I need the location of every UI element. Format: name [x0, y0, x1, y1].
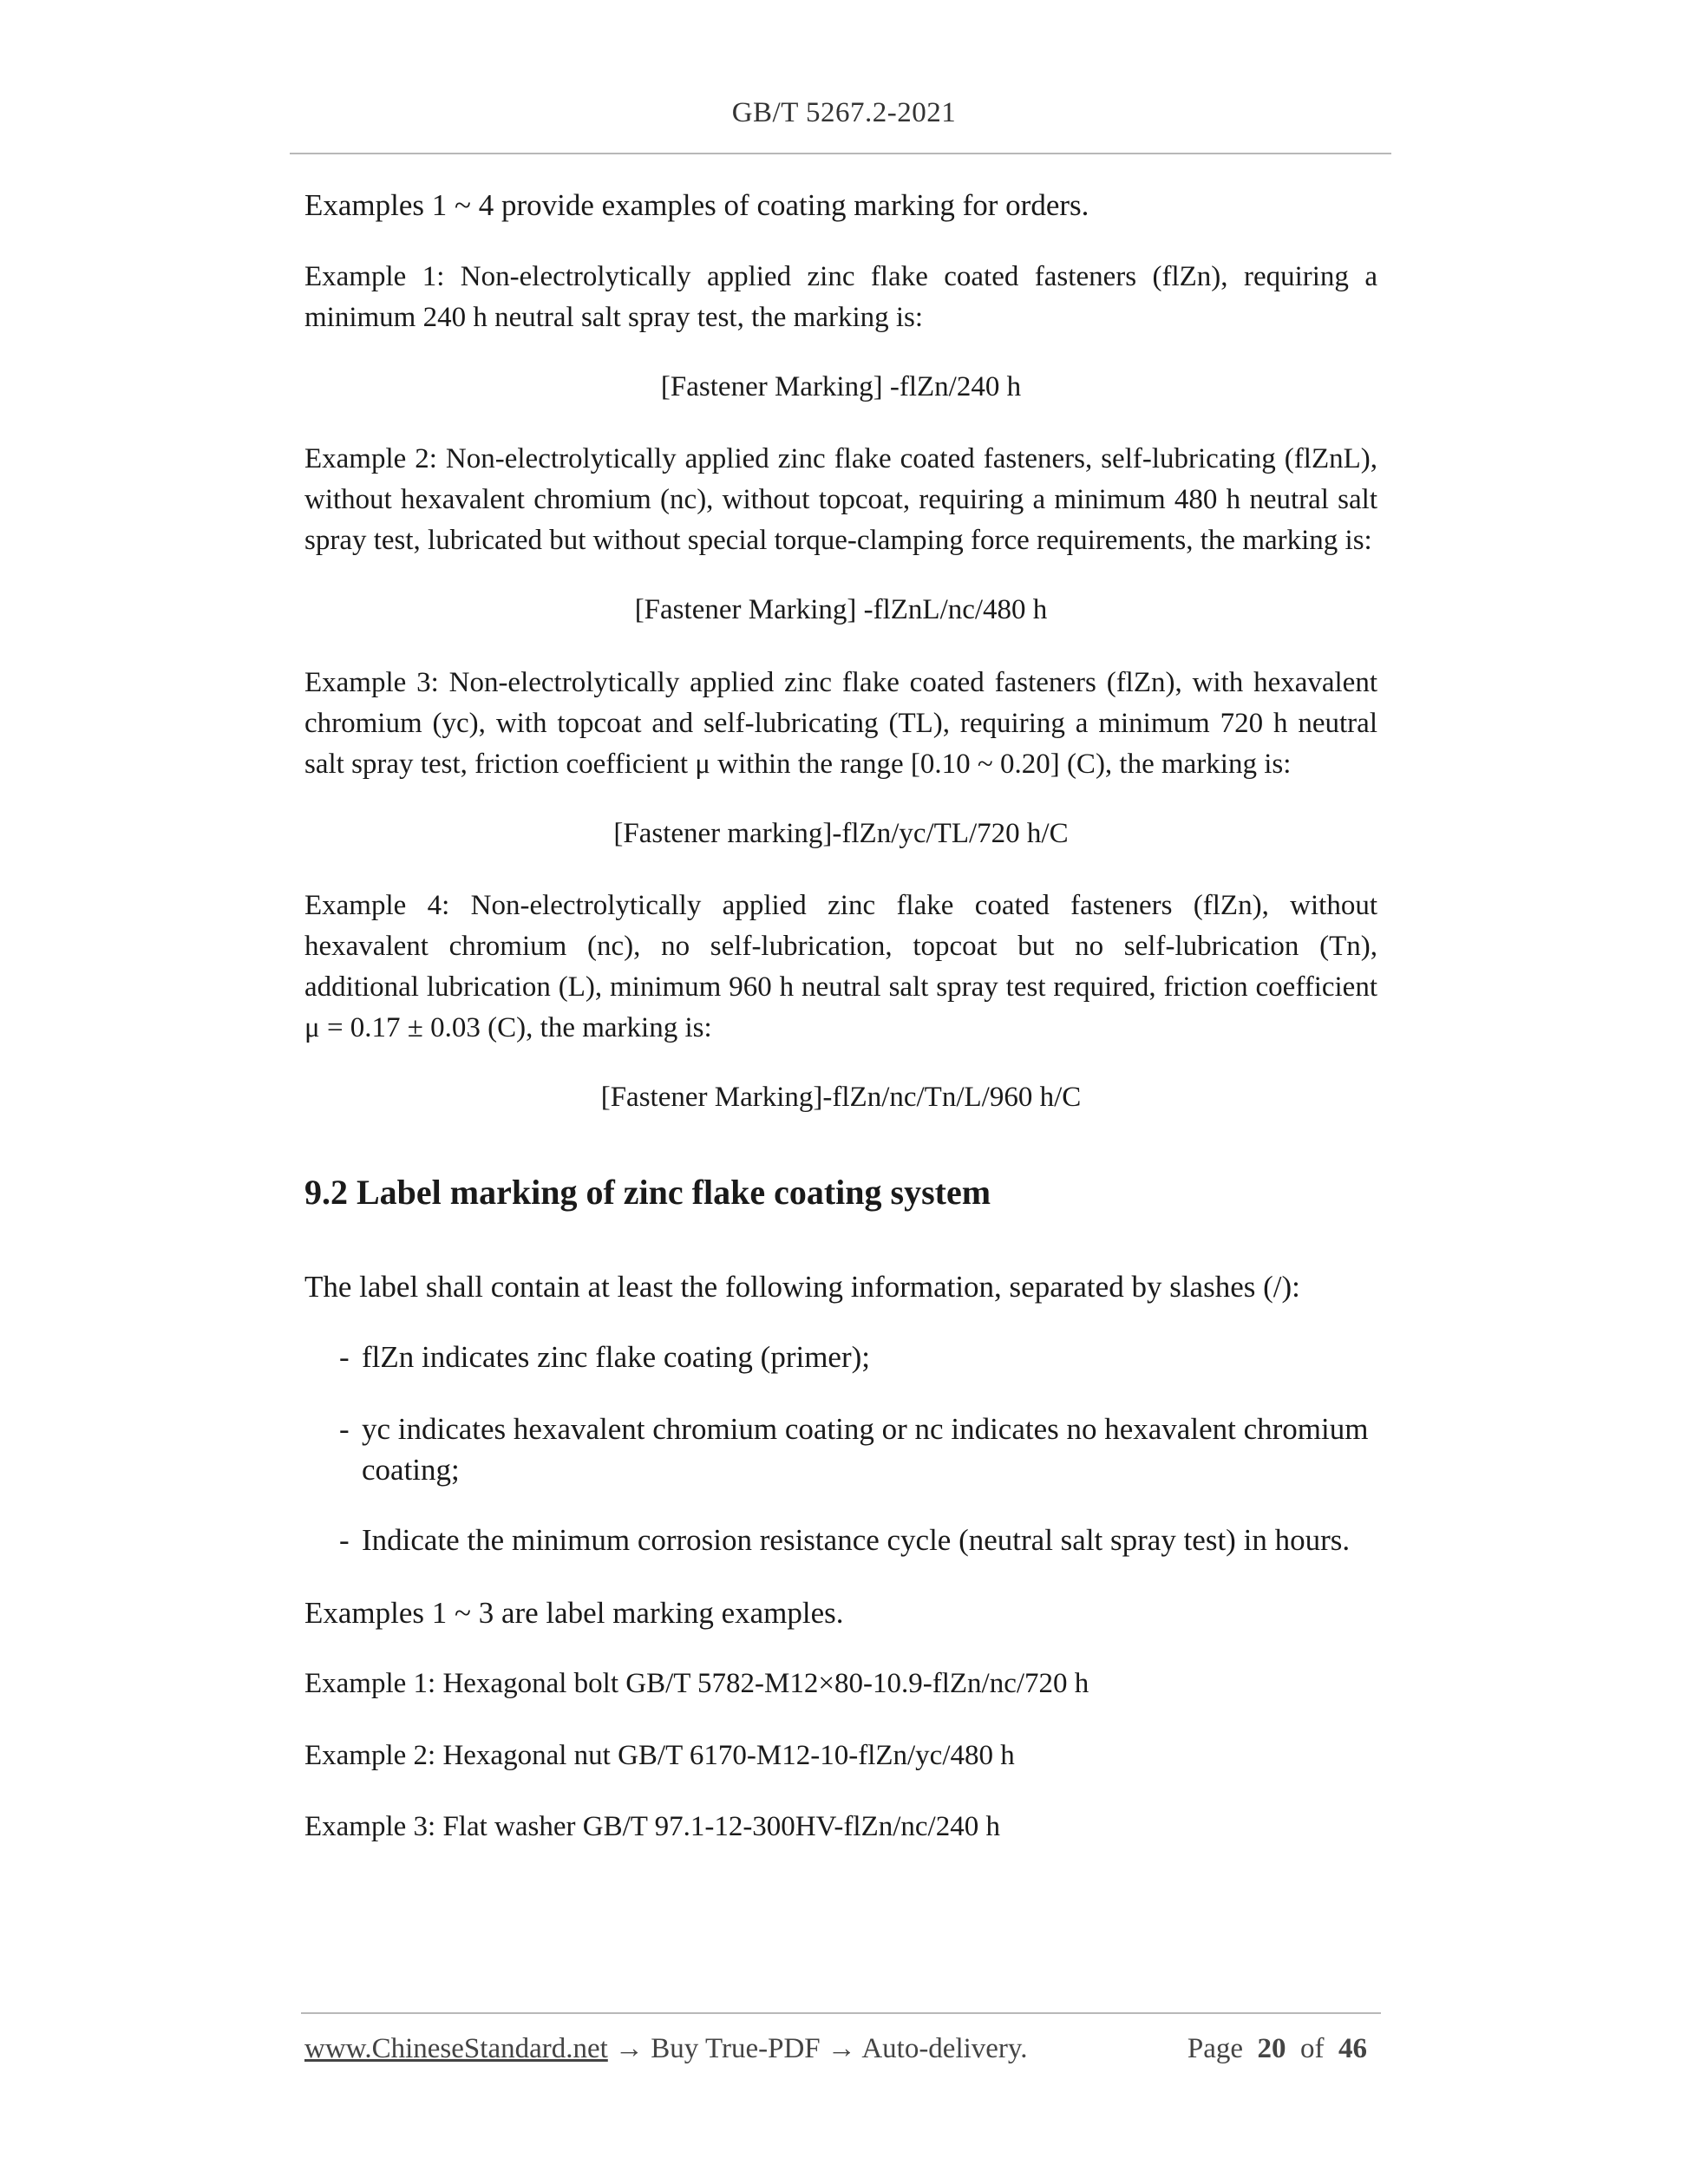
list-item: - yc indicates hexavalent chromium coating or nc indicates no hexavalent chromium coating; [339, 1412, 1369, 1487]
section-heading: 9.2 Label marking of zinc flake coating system [304, 1173, 991, 1212]
footer-divider [301, 2012, 1381, 2014]
label-example-1: Example 1: Hexagonal bolt GB/T 5782-M12×80-10.9-flZn/nc/720 h [304, 1668, 1089, 1699]
list-item-text: Indicate the minimum corrosion resistance cycle (neutral salt spray test) in hours. [362, 1523, 1351, 1557]
label-intro: The label shall contain at least the following information, separated by slashes (/): [304, 1270, 1300, 1304]
page-indicator [1187, 2033, 1367, 2065]
list-item-text: yc indicates hexavalent chromium coating or nc indicates no hexavalent chromium coating; [362, 1412, 1369, 1487]
list-item: - flZn indicates zinc flake coating (primer); [339, 1340, 870, 1374]
page-word: Page [1187, 2033, 1243, 2064]
order-example-1-text: Example 1: Non-electrolytically applied zinc flake coated fasteners (flZn), requiring a minimum 240 h neutral salt spray test, the marking is: [304, 261, 1377, 333]
buy-pdf-text: Buy True-PDF [651, 2033, 821, 2064]
order-example-4-marking: [Fastener Marking]-flZn/nc/Tn/L/960 h/C [600, 1082, 1082, 1113]
order-example-4-text: Example 4: Non-electrolytically applied zinc flake coated fasteners (flZn), without hexavalent chromium (nc), no self-lubrication, topcoat but no self-lubrication (Tn), additional lubrication (L), minimum 960 h neutral salt spray test required, friction coefficient μ = 0.17 ± 0.03 (C), the marking is: [304, 890, 1377, 1043]
order-example-2-text: Example 2: Non-electrolytically applied zinc flake coated fasteners, self-lubricating (flZnL), without hexavalent chromium (nc), without topcoat, requiring a minimum 480 h neutral salt spray test, lubricated but without special torque-clamping force requirements, the marking is: [304, 443, 1377, 556]
auto-delivery-text: Auto-delivery. [861, 2033, 1028, 2064]
current-page-number: 20 [1257, 2033, 1286, 2064]
total-pages-number: 46 [1338, 2033, 1367, 2064]
document-id-header: GB/T 5267.2-2021 [731, 97, 957, 128]
label-example-2: Example 2: Hexagonal nut GB/T 6170-M12-10-flZn/yc/480 h [304, 1740, 1015, 1771]
order-example-3-text: Example 3: Non-electrolytically applied zinc flake coated fasteners (flZn), with hexavalent chromium (yc), with topcoat and self-lubricating (TL), requiring a minimum 720 h neutral salt spray test, friction coefficient μ within the range [0.10 ~ 0.20] (C), the marking is: [304, 667, 1377, 780]
order-example-1-marking: [Fastener Marking] -flZn/240 h [660, 371, 1022, 402]
order-examples-intro: Examples 1 ~ 4 provide examples of coating marking for orders. [304, 188, 1089, 222]
header-divider [290, 153, 1391, 154]
list-item: - Indicate the minimum corrosion resistance cycle (neutral salt spray test) in hours. [339, 1523, 1351, 1557]
label-example-3: Example 3: Flat washer GB/T 97.1-12-300HV-flZn/nc/240 h [304, 1811, 1000, 1842]
label-examples-intro: Examples 1 ~ 3 are label marking examples. [304, 1596, 844, 1630]
of-word: of [1300, 2033, 1325, 2064]
order-example-3-marking: [Fastener marking]-flZn/yc/TL/720 h/C [613, 818, 1069, 849]
arrow-icon: → [827, 2033, 856, 2064]
page-footer [304, 2033, 1377, 2065]
order-example-2-marking: [Fastener Marking] -flZnL/nc/480 h [634, 594, 1048, 625]
site-link[interactable]: www.ChineseStandard.net [304, 2033, 608, 2064]
list-item-text: flZn indicates zinc flake coating (primer); [362, 1340, 870, 1374]
arrow-icon: → [615, 2033, 644, 2064]
